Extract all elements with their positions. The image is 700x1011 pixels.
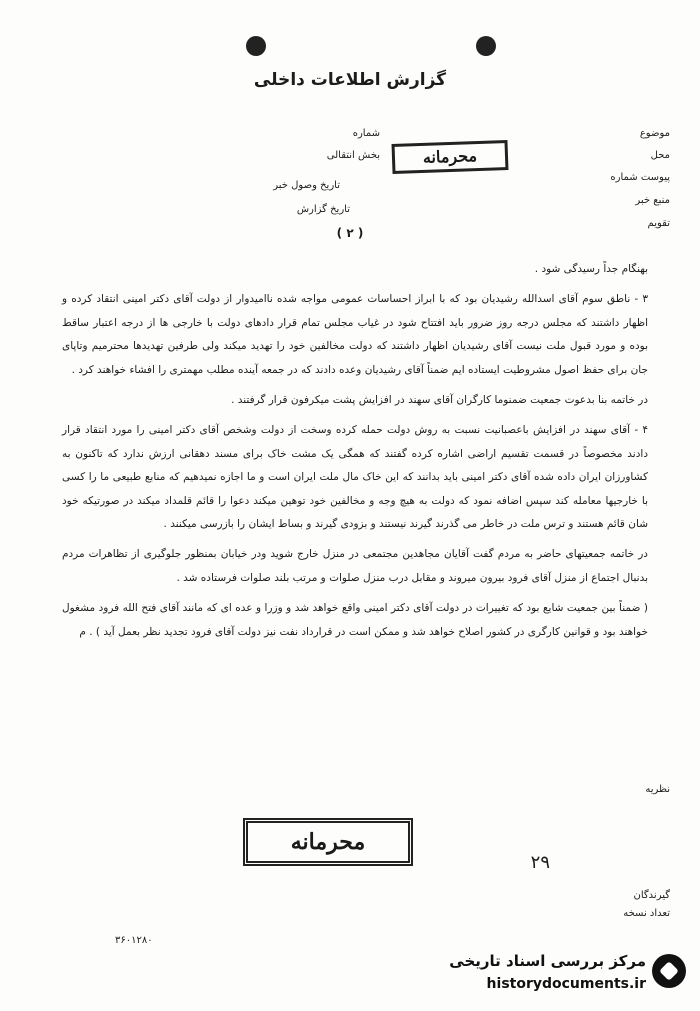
field-source: منبع خبر (635, 195, 670, 206)
field-location: محل (650, 150, 670, 161)
field-evaluation: تقویم (647, 218, 670, 229)
emblem-left-icon (246, 36, 266, 56)
field-admin-code: بخش انتقالی (326, 150, 380, 161)
paragraph: ۳ - ناطق سوم آقای اسدالله رشیدیان بود که با ابراز احساسات عمومی مواجه شده ناامیدوار از دولت آقای دکتر امینی انتقاد کرده و اظهار داشتند که مجلس درجه روز ضرور باید افتتاح شود در غیاب مجلس تمام قرار دادهای دولت با خارجی ها از درجه اعتبار ساقط بوده و مورد قبول ملت نیست آقای رشیدیان اظهار داشتند که دولت مخالفین خود را تهدید میکند ولی طرفین تهدیدها محترمیم وتاپای جان برای حفظ اصول مشروطیت ایستاده ایم ضمناً آقای رشیدیان وعده دادند که در جمعه آینده مطلب مهمتری را افشاء خواهند کرد . (62, 293, 648, 376)
confidential-stamp-top: محرمانه (392, 140, 509, 174)
watermark-title: مرکز بررسی اسناد تاریخی (449, 952, 646, 970)
page-number: ( ۲ ) (336, 226, 364, 240)
signature-number: ۲۹ (530, 852, 550, 873)
watermark (400, 946, 690, 1002)
paragraph: در خاتمه بنا بدعوت جمعیت ضمنوما کارگران آقای سهند در افزایش پشت میکرفون قرار گرفتند . (231, 394, 648, 407)
document-code: ۳۶۰۱۲۸۰ (115, 935, 153, 946)
remarks-label: نظریه (645, 784, 670, 795)
confidential-stamp-bottom: محرمانه (243, 818, 413, 866)
copies-label: تعداد نسخه (623, 908, 670, 919)
document-body (62, 258, 648, 651)
recipients-label: گیرندگان (633, 890, 670, 901)
paragraph: ۴ - آقای سهند در افزایش باعصبانیت نسبت به روش دولت حمله کرده وسخت از دولت وشخص آقای دکتر امینی را مورد انتقاد قرار دادند مخصوصاً در قسمت تقسیم اراضی اشاره کرده گفتند که همگی یک مشت خاک برای مسند دهقانی ارزش ندارد که تاکنون به کشاورزان ایران داده شده آقای دکتر امینی باید بدانند که این خاک مال ملت ایران است و ما اجازه نمیدهیم که منابع طبیعی ما را کسی با خارجیها معامله کند سپس اضافه نمود که دولت به هیچ وجه و مخالفین خود توهین میکند دعوا را قائم قلمداد میکند در صورتیکه خود شان قائم هستند و ترس ملت در خاطر می گذرند گیرند نیستند و بزودی گیرند و بساط ایشان را بازرسی میکنند . (62, 424, 648, 531)
emblem-right-icon (476, 36, 496, 56)
field-subject: موضوع (639, 128, 670, 139)
paragraph: بهنگام جداً رسیدگی شود . (534, 263, 648, 275)
field-appendix: پیوست شماره (610, 172, 670, 183)
field-number: شماره (352, 128, 380, 139)
field-report-date: تاریخ گزارش (296, 204, 350, 215)
field-news-date: تاریخ وصول خبر (273, 180, 340, 191)
archive-logo-icon (652, 954, 686, 988)
paragraph: ( ضمناً بین جمعیت شایع بود که تغییرات در دولت آقای دکتر امینی واقع خواهد شد و وزرا و عده ای که مانند آقای فتح الله فرود مشغول خواهند بود و قوانین کارگری در کشور اصلاح خواهد شد و ممکن است در قرارداد نفت نیز دولت آقای فرود تجدید نظر بعمل آید ) . م (62, 602, 648, 638)
document-title: گزارش اطلاعات داخلی (253, 70, 447, 90)
watermark-url: historydocuments.ir (486, 976, 646, 992)
paragraph: در خاتمه جمعیتهای حاضر به مردم گفت آقایان مجاهدین مجتمعی در منزل خارج شوید ودر خیابان بمنظور جلوگیری از تظاهرات مردم بدنبال اجتماع از منزل آقای فرود بیرون میروند و مقابل درب منزل صلوات و مرتب بلند صلوات فرستاده شد . (62, 548, 648, 584)
